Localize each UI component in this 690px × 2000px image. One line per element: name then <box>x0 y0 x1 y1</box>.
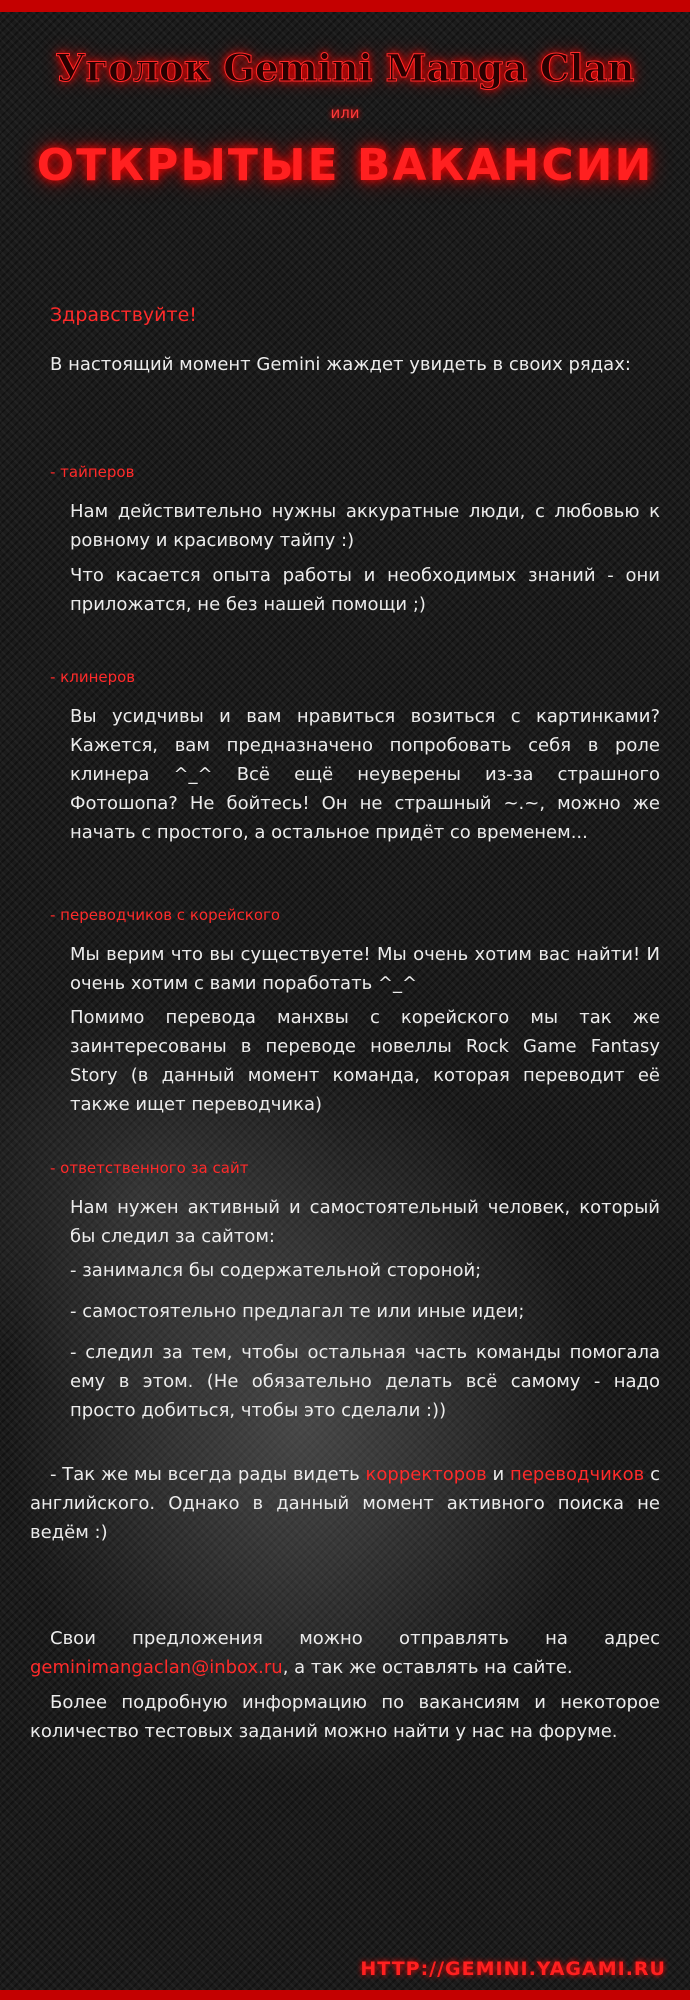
cleaners-text: Вы усидчивы и вам нравиться возиться с картинками? Кажется, вам предназначено попробовать себя в роле клинера ^_^ Всё ещё неуверены из-за страшного Фотошопа? Не бойтесь! Он не страшный ~.~, можно же начать с простого, а остальное придёт со временем... <box>70 706 660 843</box>
page-subtitle: ОТКРЫТЫЕ ВАКАНСИИ <box>36 140 654 191</box>
site-bullet-3: - следил за тем, чтобы остальная часть команды помогала ему в этом. (Не обязательно делать всё самому - надо просто добиться, чтобы это сделали :)) <box>70 1342 660 1421</box>
also-text-start: - Так же мы всегда рады видеть <box>50 1464 366 1485</box>
bottom-red-bar <box>0 1990 690 2000</box>
email-link[interactable]: geminimangaclan@inbox.ru <box>30 1657 283 1678</box>
site-bullet-2: - самостоятельно предлагал те или иные идеи; <box>70 1301 525 1322</box>
heading-typers: - тайперов <box>50 463 135 481</box>
translators-text-1: Мы верим что вы существуете! Мы очень хотим вас найти! И очень хотим с вами поработать ^_^ <box>70 944 660 994</box>
proofreaders-link[interactable]: корректоров <box>365 1464 487 1485</box>
heading-site-manager: - ответственного за сайт <box>50 1159 249 1177</box>
contact-paragraph <box>30 1624 660 1682</box>
translators-link[interactable]: переводчиков <box>510 1464 645 1485</box>
top-red-bar <box>0 0 690 12</box>
greeting: Здравствуйте! <box>50 304 197 326</box>
typers-text-1: Нам действительно нужны аккуратные люди, с любовью к ровному и красивому тайпу :) <box>70 501 660 551</box>
site-url-link[interactable]: HTTP://GEMINI.YAGAMI.RU <box>360 1958 666 1980</box>
contact-text-start: Свои предложения можно отправлять на адрес <box>50 1628 660 1649</box>
translators-text-2: Помимо перевода манхвы с корейского мы так же заинтересованы в переводе новеллы Rock Game Fantasy Story (в данный момент команда, которая переводит её также ищет переводчика) <box>70 1007 660 1115</box>
also-text-mid: и <box>486 1464 511 1485</box>
forum-paragraph: Более подробную информацию по вакансиям и некоторое количество тестовых заданий можно найти у нас на форуме. <box>30 1692 660 1742</box>
page-title: Уголок Gemini Manga Clan <box>55 46 635 90</box>
contact-text-end: , а так же оставлять на сайте. <box>282 1657 573 1678</box>
title-separator: или <box>330 104 360 122</box>
site-text: Нам нужен активный и самостоятельный человек, который бы следил за сайтом: <box>70 1197 660 1247</box>
typers-text-2: Что касается опыта работы и необходимых знаний - они приложатся, не без нашей помощи ;) <box>70 565 660 615</box>
also-paragraph <box>30 1460 660 1547</box>
site-bullet-1: - занимался бы содержательной стороной; <box>70 1260 482 1281</box>
heading-cleaners: - клинеров <box>50 668 136 686</box>
also-text-end: с английского. Однако в данный момент активного поиска не ведём :) <box>30 1464 660 1543</box>
heading-korean-translators: - переводчиков с корейского <box>50 906 281 924</box>
intro-text: В настоящий момент Gemini жаждет увидеть в своих рядах: <box>50 354 631 375</box>
